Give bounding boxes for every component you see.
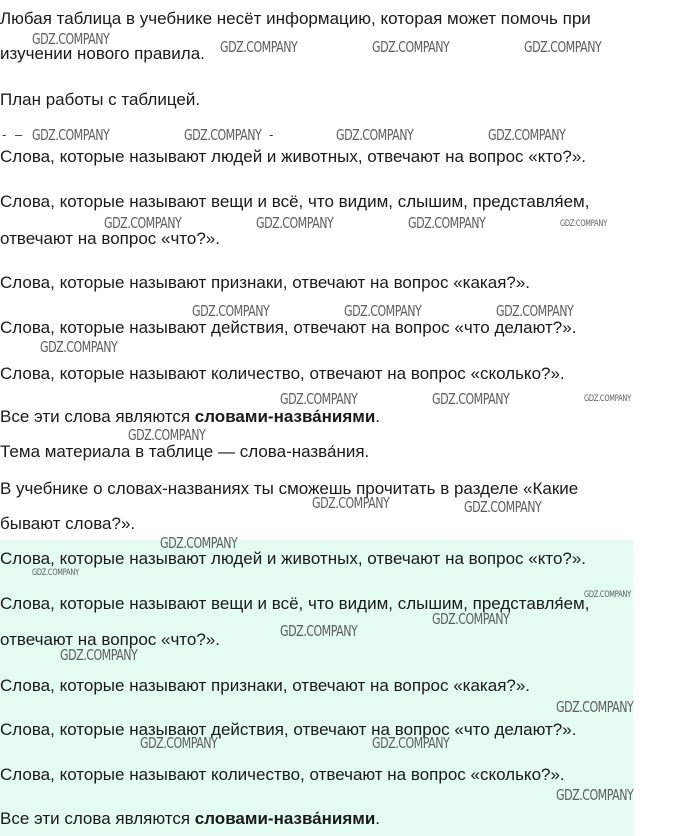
answer-item-5: Слова, которые называют количество, отвечают на вопрос «сколько?». bbox=[0, 765, 565, 784]
watermark: GDZ.COMPANY bbox=[280, 390, 358, 408]
answer-item-3: Слова, которые называют признаки, отвечают на вопрос «какая?». bbox=[0, 676, 531, 695]
answer-summary bbox=[0, 809, 380, 829]
watermark: GDZ.COMPANY bbox=[408, 214, 486, 232]
watermark: GDZ.COMPANY bbox=[192, 302, 270, 320]
answer-summary-suffix: . bbox=[375, 809, 381, 828]
plan-item-4: Слова, которые называют действия, отвечают на вопрос «что делают?». bbox=[0, 318, 577, 337]
watermark: GDZ.COMPANY bbox=[432, 610, 510, 628]
watermark: GDZ.COMPANY bbox=[556, 698, 634, 716]
plan-summary bbox=[0, 407, 380, 427]
watermark: GDZ.COMPANY bbox=[140, 734, 218, 752]
watermark: GDZ.COMPANY bbox=[584, 394, 631, 404]
watermark: GDZ.COMPANY bbox=[524, 38, 602, 56]
watermark: GDZ.COMPANY bbox=[184, 126, 262, 144]
plan-title: План работы с таблицей. bbox=[0, 90, 201, 109]
watermark: GDZ.COMPANY bbox=[432, 390, 510, 408]
watermark: GDZ.COMPANY bbox=[160, 534, 238, 552]
watermark: GDZ.COMPANY bbox=[32, 126, 110, 144]
watermark: GDZ.COMPANY bbox=[32, 568, 79, 578]
answer-item-4: Слова, которые называют действия, отвечают на вопрос «что делают?». bbox=[0, 720, 577, 739]
answer-item-2-line-1: Слова, которые называют вещи и всё, что видим, слышим, представля́ем, bbox=[0, 594, 590, 613]
watermark: GDZ.COMPANY bbox=[464, 498, 542, 516]
plan-summary-term: словами-назва́ниями bbox=[194, 407, 376, 426]
dash-marker: – bbox=[15, 127, 23, 142]
answer-summary-term: словами-назва́ниями bbox=[194, 809, 376, 828]
plan-item-2-line-2: отвечают на вопрос «что?». bbox=[0, 229, 220, 248]
watermark: GDZ.COMPANY bbox=[32, 30, 110, 48]
watermark: GDZ.COMPANY bbox=[312, 494, 390, 512]
dash-marker: - bbox=[2, 127, 7, 142]
plan-item-5: Слова, которые называют количество, отвечают на вопрос «сколько?». bbox=[0, 364, 565, 383]
answer-summary-prefix: Все эти слова являются bbox=[0, 809, 195, 828]
plan-item-1: Слова, которые называют людей и животных, отвечают на вопрос «кто?». bbox=[0, 147, 587, 166]
reference-line-2: бывают слова?». bbox=[0, 514, 136, 533]
intro-line-2: изучении нового правила. bbox=[0, 44, 205, 63]
watermark: GDZ.COMPANY bbox=[496, 302, 574, 320]
watermark: GDZ.COMPANY bbox=[128, 426, 206, 444]
watermark: GDZ.COMPANY bbox=[256, 214, 334, 232]
answer-item-2-line-2: отвечают на вопрос «что?». bbox=[0, 630, 220, 649]
watermark: GDZ.COMPANY bbox=[60, 646, 138, 664]
dash-marker: - bbox=[269, 127, 274, 142]
watermark: GDZ.COMPANY bbox=[344, 302, 422, 320]
watermark: GDZ.COMPANY bbox=[584, 590, 631, 600]
watermark: GDZ.COMPANY bbox=[488, 126, 566, 144]
reference-line-1: В учебнике о словах-названиях ты сможешь прочитать в разделе «Какие bbox=[0, 479, 579, 498]
watermark: GDZ.COMPANY bbox=[336, 126, 414, 144]
watermark: GDZ.COMPANY bbox=[280, 622, 358, 640]
watermark: GDZ.COMPANY bbox=[372, 38, 450, 56]
intro-line-1: Любая таблица в учебнике несёт информацию, которая может помочь при bbox=[0, 9, 591, 28]
plan-summary-prefix: Все эти слова являются bbox=[0, 407, 195, 426]
watermark: GDZ.COMPANY bbox=[560, 219, 607, 229]
watermark: GDZ.COMPANY bbox=[104, 214, 182, 232]
answer-item-1: Слова, которые называют людей и животных, отвечают на вопрос «кто?». bbox=[0, 549, 587, 568]
watermark: GDZ.COMPANY bbox=[220, 38, 298, 56]
plan-summary-suffix: . bbox=[375, 407, 381, 426]
watermark: GDZ.COMPANY bbox=[40, 338, 118, 356]
topic-line: Тема материала в таблице — слова-назва́ния. bbox=[0, 442, 370, 461]
plan-item-3: Слова, которые называют признаки, отвечают на вопрос «какая?». bbox=[0, 273, 531, 292]
plan-item-2-line-1: Слова, которые называют вещи и всё, что видим, слышим, представля́ем, bbox=[0, 192, 590, 211]
watermark: GDZ.COMPANY bbox=[556, 786, 634, 804]
watermark: GDZ.COMPANY bbox=[372, 734, 450, 752]
